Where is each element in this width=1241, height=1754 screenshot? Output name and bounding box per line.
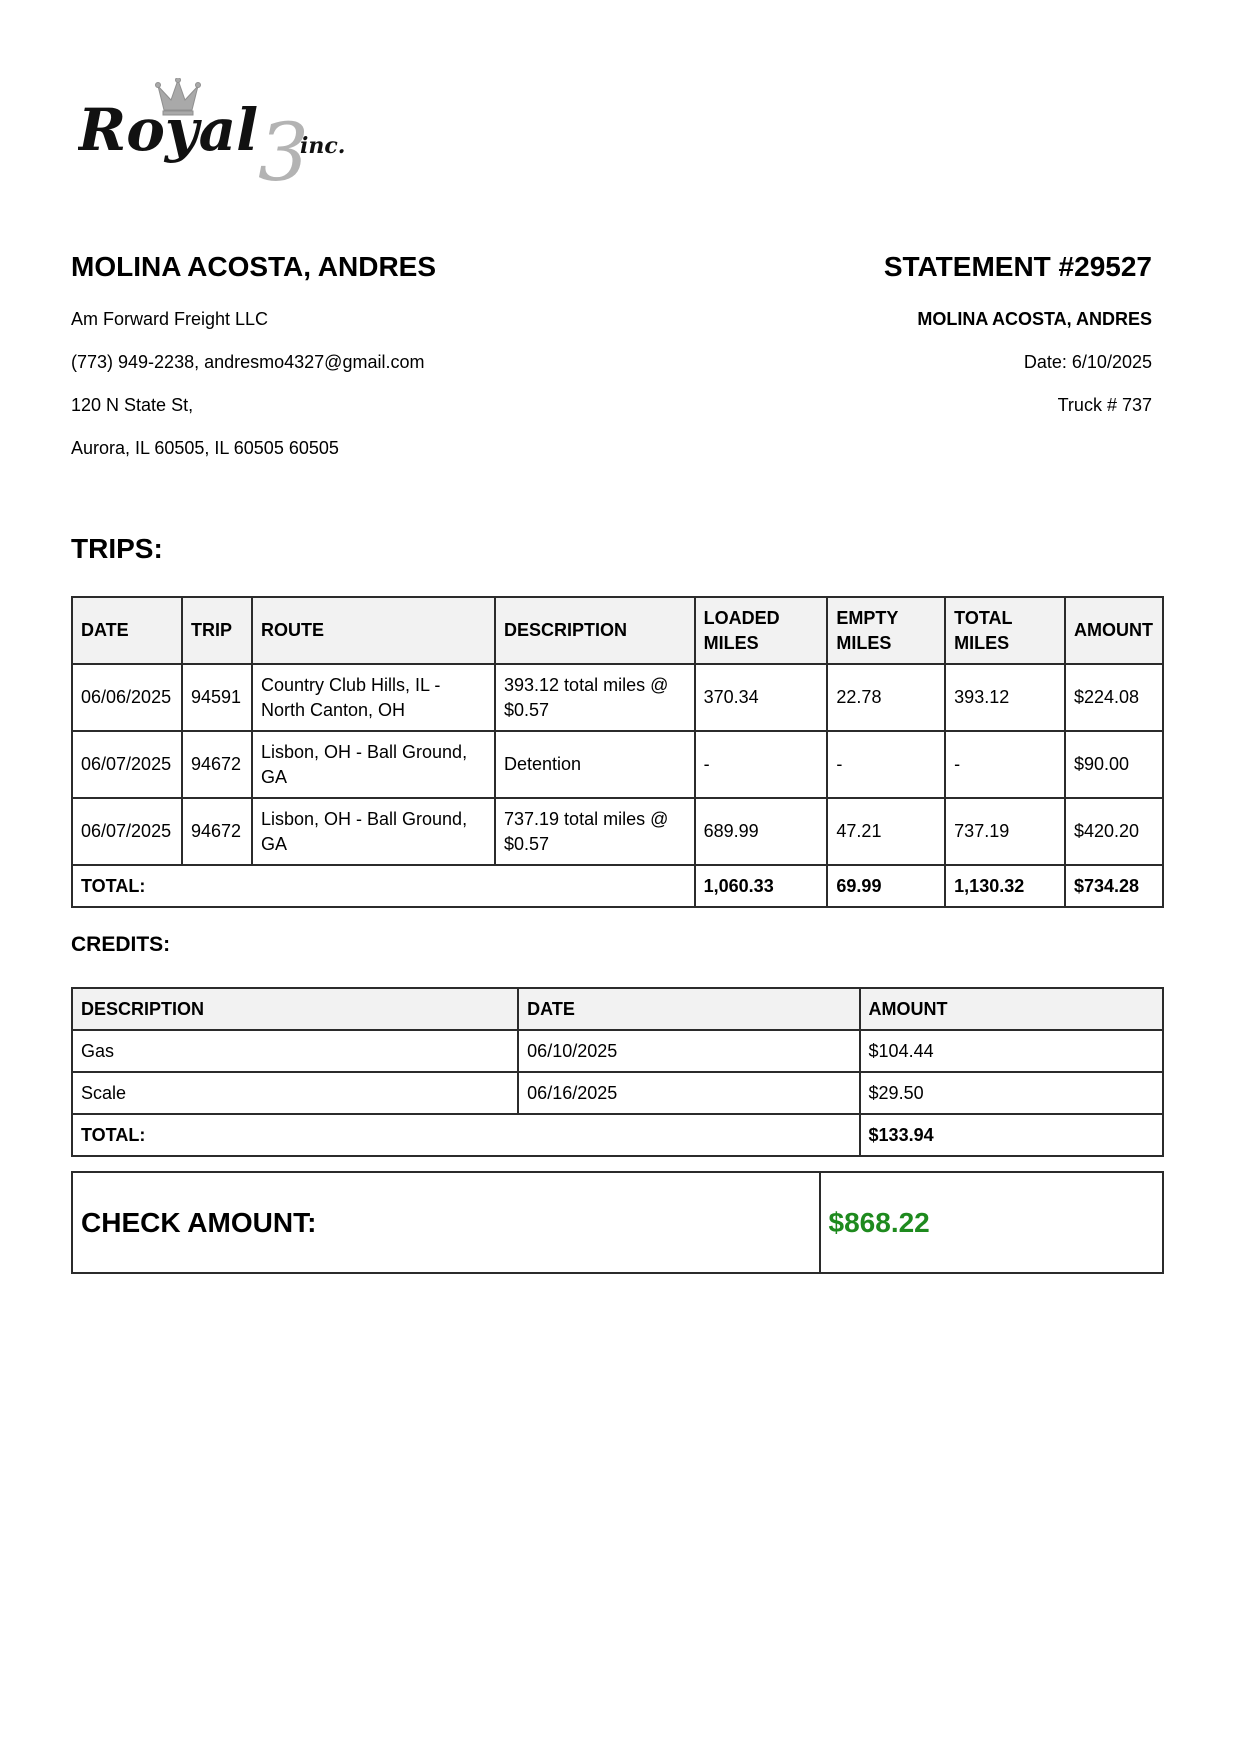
credits-total-row bbox=[72, 1114, 1163, 1156]
driver-contact: (773) 949-2238, andresmo4327@gmail.com bbox=[71, 352, 425, 372]
cell-description: Scale bbox=[72, 1072, 518, 1114]
cell-date: 06/07/2025 bbox=[72, 798, 182, 865]
cell-loaded-miles: 689.99 bbox=[695, 798, 828, 865]
trips-total-amount: $734.28 bbox=[1065, 865, 1163, 907]
driver-name: MOLINA ACOSTA, ANDRES bbox=[71, 251, 437, 282]
cell-trip: 94591 bbox=[182, 664, 252, 731]
royal-3-logo-graphic bbox=[78, 78, 378, 190]
cell-trip: 94672 bbox=[182, 798, 252, 865]
driver-company: Am Forward Freight LLC bbox=[71, 309, 269, 329]
cell-empty-miles: - bbox=[827, 731, 945, 798]
col-header-trip: TRIP bbox=[182, 597, 252, 664]
driver-info bbox=[71, 249, 631, 459]
driver-address-line1: 120 N State St, bbox=[71, 395, 194, 415]
table-row bbox=[72, 1030, 1163, 1072]
table-row bbox=[72, 798, 1163, 865]
cell-amount: $104.44 bbox=[860, 1030, 1163, 1072]
statement-truck: Truck # 737 bbox=[1057, 395, 1152, 415]
cell-empty-miles: 47.21 bbox=[827, 798, 945, 865]
col-header-route: ROUTE bbox=[252, 597, 495, 664]
cell-description: Gas bbox=[72, 1030, 518, 1072]
cell-description: 393.12 total miles @ $0.57 bbox=[495, 664, 695, 731]
trips-total-row bbox=[72, 865, 1163, 907]
trips-header-row bbox=[72, 597, 1163, 664]
col-header-description: DESCRIPTION bbox=[72, 988, 518, 1030]
check-amount-value: $868.22 bbox=[820, 1172, 1163, 1273]
table-row bbox=[72, 1072, 1163, 1114]
cell-description: 737.19 total miles @ $0.57 bbox=[495, 798, 695, 865]
col-header-date: DATE bbox=[72, 597, 182, 664]
col-header-empty-miles: EMPTY MILES bbox=[827, 597, 945, 664]
svg-text:Royal: Royal bbox=[78, 96, 259, 164]
cell-total-miles: 737.19 bbox=[945, 798, 1065, 865]
check-amount-label: CHECK AMOUNT: bbox=[72, 1172, 820, 1273]
check-amount-table bbox=[71, 1171, 1164, 1274]
statement-title: STATEMENT #29527 bbox=[883, 251, 1152, 282]
cell-route: Lisbon, OH - Ball Ground, GA bbox=[252, 798, 495, 865]
statement-date: Date: 6/10/2025 bbox=[1023, 352, 1152, 372]
trips-table bbox=[71, 596, 1164, 908]
col-header-description: DESCRIPTION bbox=[495, 597, 695, 664]
cell-date: 06/16/2025 bbox=[518, 1072, 859, 1114]
svg-text:3: 3 bbox=[258, 106, 309, 190]
credits-table bbox=[71, 987, 1164, 1157]
trips-total-empty: 69.99 bbox=[827, 865, 945, 907]
check-amount-row bbox=[72, 1172, 1163, 1273]
trips-total-label: TOTAL: bbox=[72, 865, 695, 907]
svg-text:inc.: inc. bbox=[300, 133, 346, 159]
driver-address-line2: Aurora, IL 60505, IL 60505 60505 bbox=[71, 438, 339, 458]
cell-date: 06/06/2025 bbox=[72, 664, 182, 731]
credits-header-row bbox=[72, 988, 1163, 1030]
cell-amount: $420.20 bbox=[1065, 798, 1163, 865]
cell-total-miles: 393.12 bbox=[945, 664, 1065, 731]
cell-amount: $224.08 bbox=[1065, 664, 1163, 731]
statement-info bbox=[632, 249, 1152, 416]
cell-description: Detention bbox=[495, 731, 695, 798]
trips-title: TRIPS: bbox=[71, 533, 163, 564]
cell-route: Lisbon, OH - Ball Ground, GA bbox=[252, 731, 495, 798]
col-header-loaded-miles: LOADED MILES bbox=[695, 597, 828, 664]
cell-loaded-miles: - bbox=[695, 731, 828, 798]
cell-trip: 94672 bbox=[182, 731, 252, 798]
credits-total-label: TOTAL: bbox=[72, 1114, 860, 1156]
credits-total-amount: $133.94 bbox=[860, 1114, 1163, 1156]
col-header-date: DATE bbox=[518, 988, 859, 1030]
cell-amount: $90.00 bbox=[1065, 731, 1163, 798]
col-header-amount: AMOUNT bbox=[1065, 597, 1163, 664]
cell-total-miles: - bbox=[945, 731, 1065, 798]
cell-loaded-miles: 370.34 bbox=[695, 664, 828, 731]
col-header-amount: AMOUNT bbox=[860, 988, 1163, 1030]
statement-name: MOLINA ACOSTA, ANDRES bbox=[917, 309, 1152, 329]
cell-amount: $29.50 bbox=[860, 1072, 1163, 1114]
trips-total-loaded: 1,060.33 bbox=[695, 865, 828, 907]
credits-title: CREDITS: bbox=[71, 933, 171, 956]
table-row bbox=[72, 731, 1163, 798]
table-row bbox=[72, 664, 1163, 731]
company-logo bbox=[78, 78, 378, 190]
cell-empty-miles: 22.78 bbox=[827, 664, 945, 731]
cell-date: 06/07/2025 bbox=[72, 731, 182, 798]
trips-total-miles: 1,130.32 bbox=[945, 865, 1065, 907]
col-header-total-miles: TOTAL MILES bbox=[945, 597, 1065, 664]
cell-route: Country Club Hills, IL - North Canton, OH bbox=[252, 664, 495, 731]
cell-date: 06/10/2025 bbox=[518, 1030, 859, 1072]
